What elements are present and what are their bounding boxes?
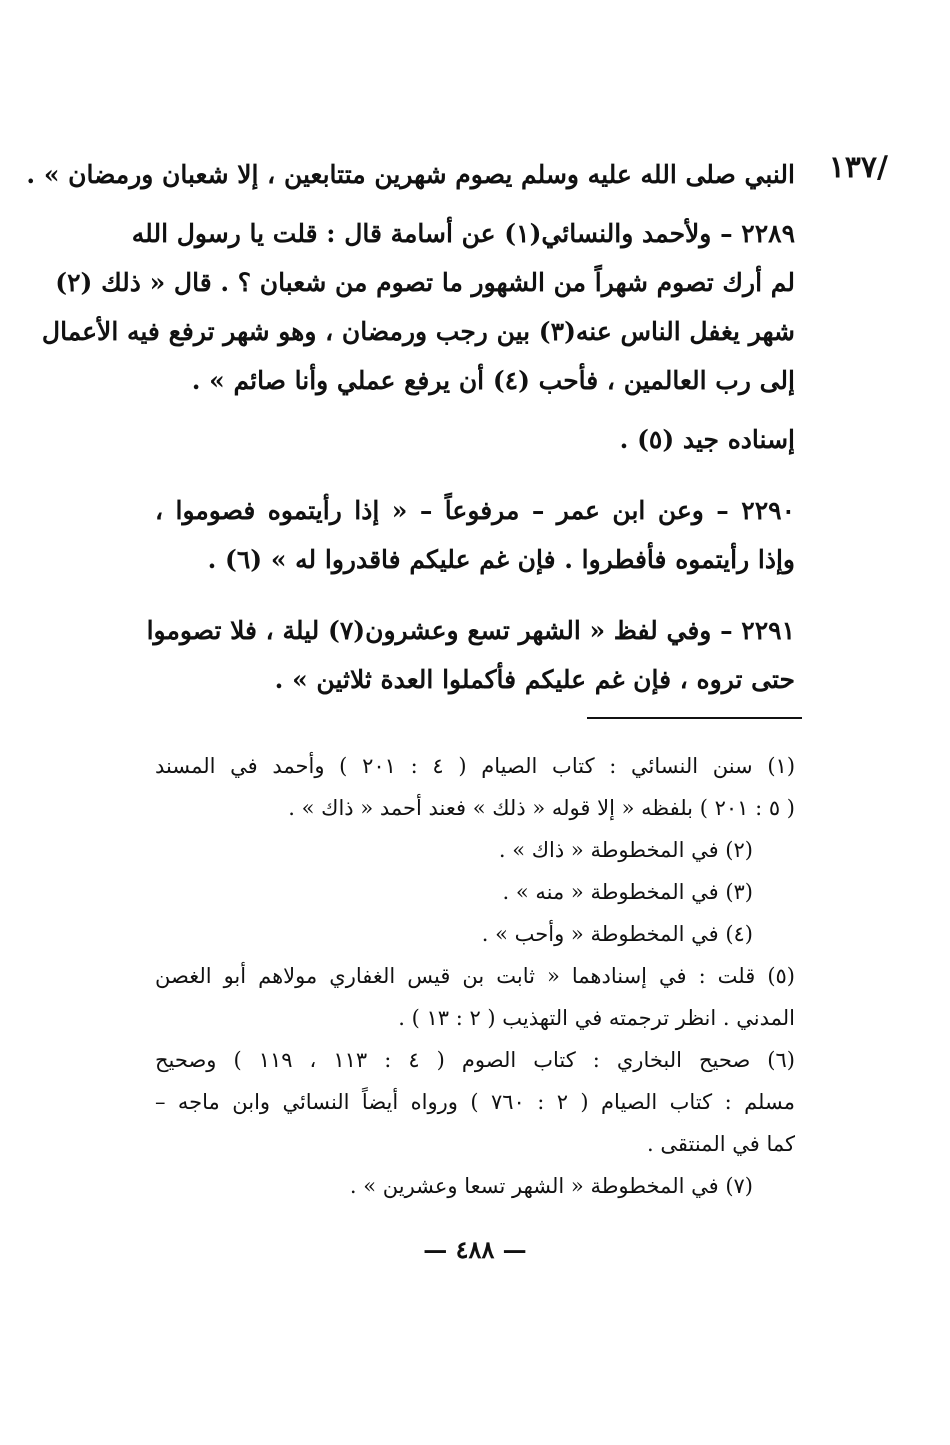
main-text [26,150,795,704]
footnote-line: المدني . انظر ترجمته في التهذيب ( ٢ : ١٣ ) . [398,1006,795,1030]
hadith-2290 [155,486,795,584]
isnad-note: إسناده جيد (٥) . [619,425,795,454]
footnote-separator [587,717,802,719]
text-line-continuation: النبي صلى الله عليه وسلم يصوم شهرين متتابعين ، إلا شعبان ورمضان » . [26,160,795,189]
footnote-line: مسلم : كتاب الصيام ( ٢ : ٧٦٠ ) ورواه أيضاً النسائي وابن ماجه – [155,1090,795,1114]
text-line: شهر يغفل الناس عنه(٣) بين رجب ورمضان ، وهو شهر ترفع فيه الأعمال [41,317,795,346]
footnote-line: ( ٥ : ٢٠١ ) بلفظه « إلا قوله « ذلك » فعند أحمد « ذاك » . [288,796,795,820]
footnote-line: كما في المنتقى . [647,1132,795,1156]
text-line: ٢٢٩١ – وفي لفظ « الشهر تسع وعشرون(٧) ليلة ، فلا تصوموا [146,616,795,645]
text-line: حتى تروه ، فإن غم عليكم فأكملوا العدة ثلاثين » . [274,665,795,694]
page-number: — ٤٨٨ — [423,1235,527,1264]
text-line: وإذا رأيتموه فأفطروا . فإن غم عليكم فاقدروا له » (٦) . [207,545,795,574]
margin-reference: ١٣٧/ [828,150,888,185]
footnote-line: (٦) صحيح البخاري : كتاب الصوم ( ٤ : ١١٣ ، ١١٩ ) وصحيح [155,1048,795,1072]
footnote-7: (٧) في المخطوطة « الشهر تسعا وعشرين » . [349,1174,753,1198]
footnote-5 [155,955,795,1039]
footnote-line: (٥) قلت : في إسنادهما « ثابت بن قيس الغفاري مولاهم أبو الغصن [155,964,795,988]
footnote-6 [155,1039,795,1165]
footnote-1 [155,745,795,829]
text-line: إلى رب العالمين ، فأحب (٤) أن يرفع عملي وأنا صائم » . [191,366,795,395]
footnote-4: (٤) في المخطوطة « وأحب » . [481,922,753,946]
text-line: ٢٢٩٠ – وعن ابن عمر – مرفوعاً – « إذا رأيتموه فصوموا ، [155,496,795,525]
footnote-line: (١) سنن النسائي : كتاب الصيام ( ٤ : ٢٠١ ) وأحمد في المسند [155,754,796,778]
footnote-2: (٢) في المخطوطة « ذاك » . [498,838,753,862]
footnotes [155,745,795,1207]
text-line: لم أرك تصوم شهراً من الشهور ما تصوم من شعبان ؟ . قال « ذلك (٢) [55,268,795,297]
hadith-2289 [41,209,795,405]
hadith-2291 [146,606,795,704]
footnote-3: (٣) في المخطوطة « منه » . [502,880,753,904]
text-line: ٢٢٨٩ – ولأحمد والنسائي(١) عن أسامة قال : قلت يا رسول الله [131,219,795,248]
